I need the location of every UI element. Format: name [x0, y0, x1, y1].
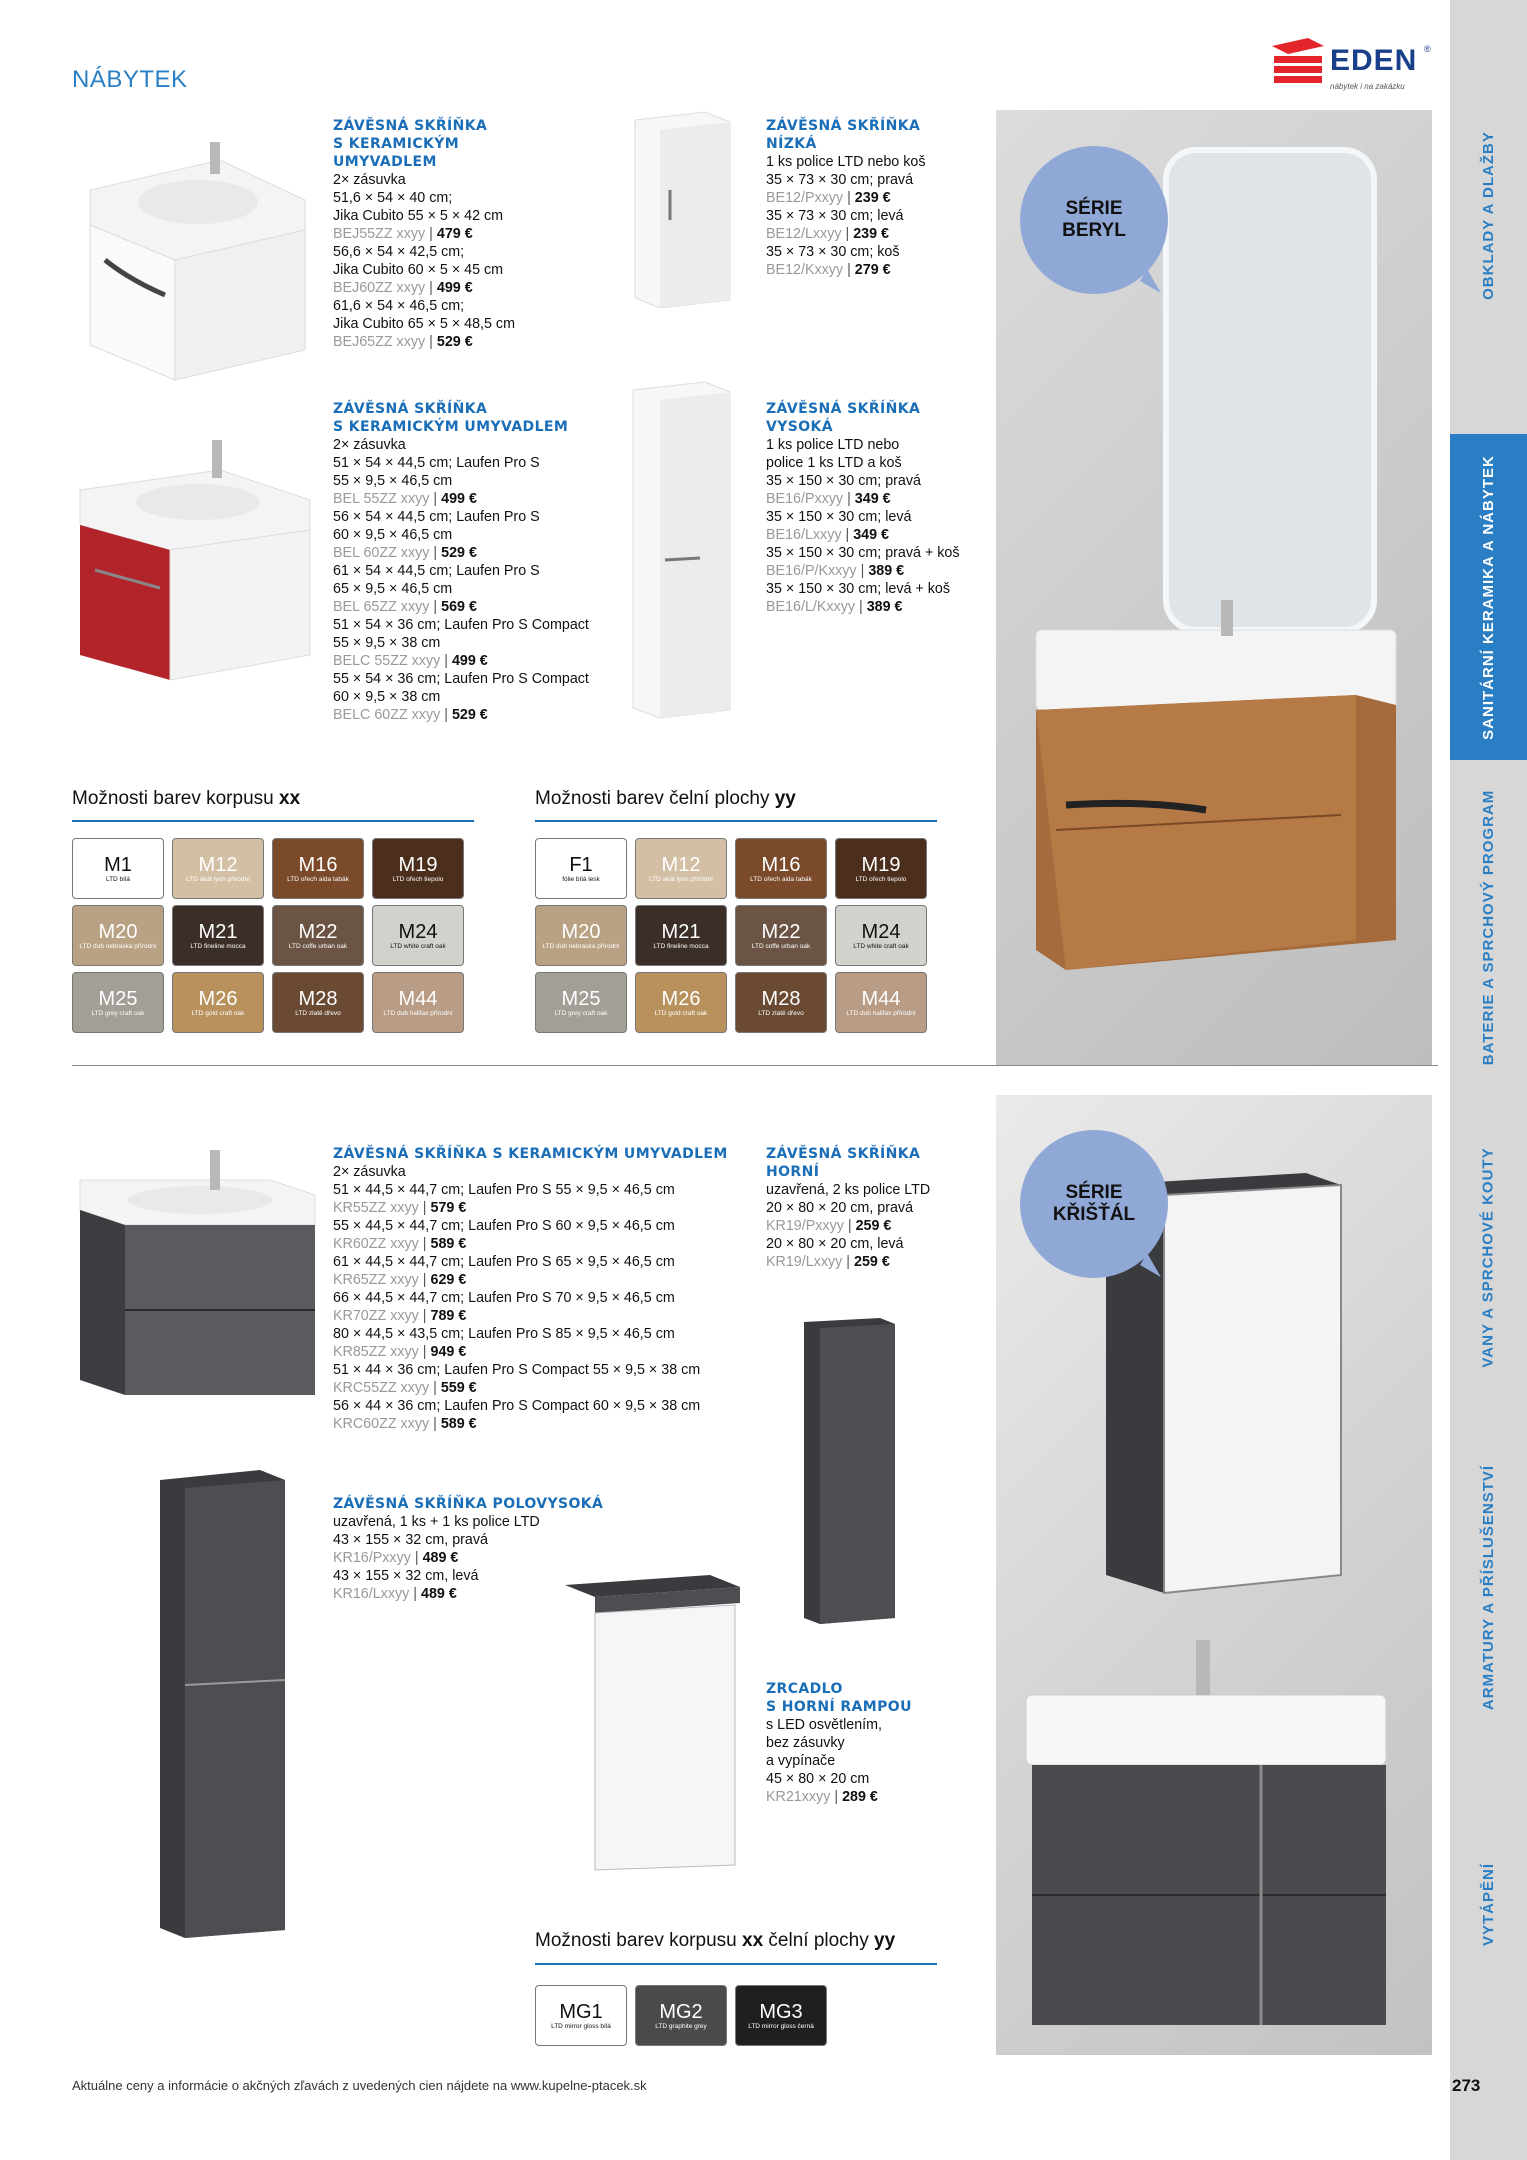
product-price-row: KRC55ZZ xxyy | 559 €	[333, 1380, 477, 1396]
product-price: 789 €	[430, 1308, 467, 1324]
swatch-name: LTD gold craft oak	[191, 1009, 245, 1017]
product-title: ZÁVĚSNÁ SKŘÍŇKA	[333, 118, 488, 134]
series-badge-line: BERYL	[1062, 220, 1126, 241]
product-spec: 35 × 150 × 30 cm; pravá	[766, 473, 921, 489]
product-upper-cabinet	[766, 1145, 930, 1271]
product-spec: Jika Cubito 60 × 5 × 45 cm	[333, 262, 504, 278]
product-price: 629 €	[430, 1272, 467, 1288]
product-price: 589 €	[430, 1236, 467, 1252]
product-spec: 35 × 73 × 30 cm; koš	[766, 244, 900, 260]
swatch-code: M26	[661, 987, 701, 1010]
page-number: 273	[1452, 2076, 1481, 2095]
color-swatch-mg2	[635, 1985, 727, 2046]
swatch-code: M44	[861, 987, 901, 1010]
color-swatch-m21	[635, 905, 727, 966]
eden-logo	[1268, 36, 1431, 96]
product-spec: 20 × 80 × 20 cm, pravá	[766, 1200, 914, 1216]
product-vanity-laufen	[333, 400, 589, 724]
product-vanity-jika	[333, 117, 515, 351]
color-swatch-f1	[535, 838, 627, 899]
product-price: 489 €	[422, 1550, 459, 1566]
footer-note: Aktuálne ceny a informácie o akčných zľavách z uvedených cien nájdete na www.kupelne-ptacek.sk	[72, 2078, 647, 2093]
product-code: KRC60ZZ xxyy	[333, 1416, 430, 1432]
swatch-code: M16	[761, 853, 801, 876]
product-price-row: BE16/Pxxyy | 349 €	[766, 491, 891, 507]
tab-obklady[interactable]: OBKLADY A DLAŽBY	[1480, 130, 1497, 300]
color-swatch-m19	[835, 838, 927, 899]
product-spec: 66 × 44,5 × 44,7 cm; Laufen Pro S 70 × 9,5 × 46,5 cm	[333, 1290, 675, 1306]
product-price-row: KR21xxyy | 289 €	[766, 1789, 878, 1805]
product-price-row: BE16/L/Kxxyy | 389 €	[766, 599, 903, 615]
product-spec: 61,6 × 54 × 46,5 cm;	[333, 298, 465, 314]
swatch-code: M25	[561, 987, 601, 1010]
product-code: KR16/Lxxyy	[333, 1586, 410, 1602]
product-tall-cabinet	[766, 400, 960, 616]
product-spec: 65 × 9,5 × 46,5 cm	[333, 581, 453, 597]
swatch-code: M22	[298, 920, 338, 943]
product-price-row: BE16/P/Kxxyy | 389 €	[766, 563, 905, 579]
product-code: BELC 55ZZ xxyy	[333, 653, 441, 669]
product-title: HORNÍ	[766, 1164, 820, 1180]
color-swatch-m26	[172, 972, 264, 1033]
product-price: 579 €	[430, 1200, 467, 1216]
product-spec: 80 × 44,5 × 43,5 cm; Laufen Pro S 85 × 9,5 × 46,5 cm	[333, 1326, 675, 1342]
product-spec: police 1 ks LTD a koš	[766, 455, 902, 471]
color-swatch-mg1	[535, 1985, 627, 2046]
product-code: BEJ55ZZ xxyy	[333, 226, 426, 242]
swatch-name: LTD fineline mocca	[653, 942, 709, 950]
product-price-row: BE12/Pxxyy | 239 €	[766, 190, 891, 206]
swatch-name: LTD ořech aida tabák	[287, 875, 349, 883]
series-badge-line: SÉRIE	[1065, 1182, 1123, 1203]
product-spec: 56 × 44 × 36 cm; Laufen Pro S Compact 60 × 9,5 × 38 cm	[333, 1398, 701, 1414]
product-code: KR19/Pxxyy	[766, 1218, 844, 1234]
swatch-name: fólie bílá lesk	[562, 875, 600, 883]
product-price-row: BEL 60ZZ xxyy | 529 €	[333, 545, 477, 561]
swatch-code: M28	[761, 987, 801, 1010]
swatch-code: M24	[398, 920, 438, 943]
color-swatch-m26	[635, 972, 727, 1033]
product-price: 499 €	[451, 653, 488, 669]
product-code: KR19/Lxxyy	[766, 1254, 843, 1270]
product-price: 239 €	[854, 190, 891, 206]
product-price-row: KR16/Lxxyy | 489 €	[333, 1586, 457, 1602]
product-code: BE12/Lxxyy	[766, 226, 842, 242]
product-price: 349 €	[853, 527, 889, 543]
swatch-code: F1	[569, 853, 593, 876]
color-swatch-m28	[735, 972, 827, 1033]
product-mirror	[766, 1680, 912, 1806]
product-spec: 56 × 54 × 44,5 cm; Laufen Pro S	[333, 509, 540, 525]
product-spec: Jika Cubito 55 × 5 × 42 cm	[333, 208, 504, 224]
product-spec: 35 × 73 × 30 cm; pravá	[766, 172, 914, 188]
product-price-row: KR55ZZ xxyy | 579 €	[333, 1200, 467, 1216]
color-swatch-m25	[535, 972, 627, 1033]
product-spec: s LED osvětlením,	[766, 1717, 883, 1733]
product-spec: 51 × 44 × 36 cm; Laufen Pro S Compact 55 × 9,5 × 38 cm	[333, 1362, 701, 1378]
product-spec: 51 × 54 × 44,5 cm; Laufen Pro S	[333, 455, 540, 471]
kristal-color-title: Možnosti barev korpusu xx čelní plochy yy	[535, 1930, 896, 1951]
product-image-tall-cabinet	[625, 380, 745, 720]
product-code: BE16/Pxxyy	[766, 491, 844, 507]
color-swatch-m20	[535, 905, 627, 966]
product-price-row: KR70ZZ xxyy | 789 €	[333, 1308, 467, 1324]
product-price: 239 €	[853, 226, 889, 242]
swatch-code: MG2	[659, 2000, 703, 2023]
kristal-title-rule	[535, 1963, 937, 1965]
product-spec: 60 × 9,5 × 38 cm	[333, 689, 441, 705]
product-code: BEL 55ZZ xxyy	[333, 491, 430, 507]
swatch-name: LTD ořech tiepolo	[392, 875, 444, 883]
product-spec: a vypínače	[766, 1753, 836, 1769]
product-code: BE16/P/Kxxyy	[766, 563, 857, 579]
product-price-row: BE16/Lxxyy | 349 €	[766, 527, 889, 543]
swatch-code: M28	[298, 987, 338, 1010]
product-price-row: KR19/Lxxyy | 259 €	[766, 1254, 890, 1270]
product-price: 589 €	[440, 1416, 477, 1432]
swatch-code: M22	[761, 920, 801, 943]
product-price: 529 €	[451, 707, 488, 723]
product-spec: 35 × 150 × 30 cm; levá	[766, 509, 912, 525]
swatch-name: LTD grey craft oak	[554, 1009, 608, 1017]
tab-vany[interactable]: VANY A SPRCHOVÉ KOUTY	[1480, 1146, 1498, 1368]
logo-slogan: nábytek i na zakázku	[1330, 82, 1405, 91]
swatch-code: M1	[104, 853, 132, 876]
swatch-name: LTD dub halifax přírodní	[846, 1009, 916, 1017]
product-image-mirror-ramp	[560, 1575, 760, 1875]
product-price: 279 €	[854, 262, 891, 278]
product-price-row: KR19/Pxxyy | 259 €	[766, 1218, 892, 1234]
product-title: ZRCADLO	[766, 1681, 843, 1697]
product-price-row: KR85ZZ xxyy | 949 €	[333, 1344, 467, 1360]
color-swatch-m16	[735, 838, 827, 899]
swatch-code: M24	[861, 920, 901, 943]
product-price: 259 €	[855, 1218, 892, 1234]
product-code: KR55ZZ xxyy	[333, 1200, 419, 1216]
product-code: BELC 60ZZ xxyy	[333, 707, 441, 723]
product-title: ZÁVĚSNÁ SKŘÍŇKA S KERAMICKÝM UMYVADLEM	[333, 1146, 728, 1162]
product-price-row: KR60ZZ xxyy | 589 €	[333, 1236, 467, 1252]
product-price: 389 €	[866, 599, 903, 615]
product-price-row: BEL 55ZZ xxyy | 499 €	[333, 491, 477, 507]
swatch-name: LTD dub nebraska přírodní	[542, 942, 620, 950]
series-badge-beryl	[1020, 146, 1168, 294]
product-code: KR21xxyy	[766, 1789, 831, 1805]
product-price-row: KRC60ZZ xxyy | 589 €	[333, 1416, 477, 1432]
logo-wordmark: EDEN	[1330, 44, 1418, 77]
celni-title-rule	[535, 820, 937, 822]
product-spec: 35 × 73 × 30 cm; levá	[766, 208, 904, 224]
product-title: S HORNÍ RAMPOU	[766, 1699, 912, 1715]
product-image-upper-cabinet	[800, 1318, 900, 1628]
eden-logo-icon	[1268, 36, 1328, 88]
product-spec: 1 ks police LTD nebo koš	[766, 154, 926, 170]
product-code: KR60ZZ xxyy	[333, 1236, 419, 1252]
swatch-name: LTD graphite grey	[655, 2022, 707, 2030]
swatch-name: LTD ořech aida tabák	[750, 875, 812, 883]
color-swatch-m19	[372, 838, 464, 899]
swatch-name: LTD white craft oak	[390, 942, 446, 950]
product-spec: 51 × 54 × 36 cm; Laufen Pro S Compact	[333, 617, 589, 633]
swatch-name: LTD fineline mocca	[190, 942, 246, 950]
color-swatch-m22	[735, 905, 827, 966]
product-code: BEL 65ZZ xxyy	[333, 599, 430, 615]
swatch-name: LTD gold craft oak	[654, 1009, 708, 1017]
swatch-name: LTD coffe urban oak	[288, 942, 348, 950]
product-title: ZÁVĚSNÁ SKŘÍŇKA	[766, 401, 921, 417]
product-price: 479 €	[436, 226, 473, 242]
product-price-row: BE12/Kxxyy | 279 €	[766, 262, 891, 278]
product-price: 569 €	[441, 599, 477, 615]
product-code: BEJ60ZZ xxyy	[333, 280, 426, 296]
product-spec: 1 ks police LTD nebo	[766, 437, 900, 453]
color-swatch-m44	[835, 972, 927, 1033]
swatch-name: LTD bílá	[105, 875, 131, 883]
color-swatch-m12	[635, 838, 727, 899]
celni-color-title: Možnosti barev čelní plochy yy	[535, 788, 796, 809]
product-code: BEJ65ZZ xxyy	[333, 334, 426, 350]
product-vanity-kristal	[333, 1145, 728, 1433]
korpus-color-title: Možnosti barev korpusu xx	[72, 788, 301, 809]
product-price: 559 €	[440, 1380, 477, 1396]
color-swatch-m44	[372, 972, 464, 1033]
product-spec: 2× zásuvka	[333, 437, 406, 453]
product-price-row: BEJ60ZZ xxyy | 499 €	[333, 280, 473, 296]
color-swatch-m16	[272, 838, 364, 899]
series-badge-line: KŘIŠŤÁL	[1052, 1204, 1136, 1225]
product-image-vanity-white	[70, 130, 320, 390]
tab-baterie[interactable]: BATERIE A SPRCHOVÝ PROGRAM	[1480, 789, 1497, 1065]
product-spec: 43 × 155 × 32 cm, pravá	[333, 1532, 488, 1548]
color-swatch-m20	[72, 905, 164, 966]
swatch-name: LTD mirror gloss bílá	[551, 2022, 611, 2030]
product-spec: 2× zásuvka	[333, 172, 406, 188]
tab-vytapeni[interactable]: VYTÁPĚNÍ	[1480, 1862, 1498, 1946]
product-code: BE12/Kxxyy	[766, 262, 844, 278]
product-price-row: BEJ65ZZ xxyy | 529 €	[333, 334, 473, 350]
swatch-name: LTD akát lyon přírodní	[186, 875, 250, 883]
product-price: 349 €	[854, 491, 891, 507]
product-spec: uzavřená, 2 ks police LTD	[766, 1182, 931, 1198]
page-title: NÁBYTEK	[72, 66, 188, 93]
swatch-name: LTD akát lyon přírodní	[649, 875, 713, 883]
product-image-vanity-red	[70, 440, 320, 690]
product-spec: 55 × 54 × 36 cm; Laufen Pro S Compact	[333, 671, 589, 687]
product-spec: 55 × 44,5 × 44,7 cm; Laufen Pro S 60 × 9,5 × 46,5 cm	[333, 1218, 675, 1234]
product-spec: 35 × 150 × 30 cm; pravá + koš	[766, 545, 960, 561]
product-spec: 55 × 9,5 × 38 cm	[333, 635, 441, 651]
product-spec: 61 × 44,5 × 44,7 cm; Laufen Pro S 65 × 9,5 × 46,5 cm	[333, 1254, 675, 1270]
series-badge-kristal	[1020, 1130, 1168, 1278]
product-image-vanity-grey	[70, 1140, 320, 1400]
product-spec: 20 × 80 × 20 cm, levá	[766, 1236, 904, 1252]
product-code: KRC55ZZ xxyy	[333, 1380, 430, 1396]
product-title: ZÁVĚSNÁ SKŘÍŇKA POLOVYSOKÁ	[333, 1496, 604, 1512]
color-swatch-m28	[272, 972, 364, 1033]
product-price-row: BEL 65ZZ xxyy | 569 €	[333, 599, 477, 615]
color-swatch-m12	[172, 838, 264, 899]
product-price: 529 €	[436, 334, 473, 350]
color-swatch-mg3	[735, 1985, 827, 2046]
swatch-code: M44	[398, 987, 438, 1010]
product-spec: 61 × 54 × 44,5 cm; Laufen Pro S	[333, 563, 540, 579]
product-title: UMYVADLEM	[333, 154, 437, 170]
product-spec: bez zásuvky	[766, 1735, 845, 1751]
product-code: KR70ZZ xxyy	[333, 1308, 419, 1324]
product-spec: 56,6 × 54 × 42,5 cm;	[333, 244, 465, 260]
logo-registered: ®	[1424, 44, 1431, 54]
product-spec: 45 × 80 × 20 cm	[766, 1771, 870, 1787]
product-spec: 51 × 44,5 × 44,7 cm; Laufen Pro S 55 × 9,5 × 46,5 cm	[333, 1182, 675, 1198]
swatch-name: LTD zlatě dřevo	[758, 1009, 804, 1017]
korpus-title-rule	[72, 820, 474, 822]
color-swatch-m22	[272, 905, 364, 966]
swatch-name: LTD dub halifax přírodní	[383, 1009, 453, 1017]
series-badge-line: SÉRIE	[1065, 198, 1123, 219]
swatch-name: LTD coffe urban oak	[751, 942, 811, 950]
product-code: KR16/Pxxyy	[333, 1550, 411, 1566]
product-price: 499 €	[441, 491, 477, 507]
product-price: 389 €	[868, 563, 905, 579]
product-title: NÍZKÁ	[766, 136, 817, 152]
swatch-code: M12	[198, 853, 238, 876]
swatch-code: MG3	[759, 2000, 803, 2023]
swatch-code: M25	[98, 987, 138, 1010]
swatch-code: M12	[661, 853, 701, 876]
tab-sanitarni-keramika[interactable]: SANITÁRNÍ KERAMIKA A NÁBYTEK	[1450, 434, 1527, 760]
product-spec: 43 × 155 × 32 cm, levá	[333, 1568, 479, 1584]
product-price-row: KR65ZZ xxyy | 629 €	[333, 1272, 467, 1288]
product-code: BE12/Pxxyy	[766, 190, 844, 206]
product-spec: 35 × 150 × 30 cm; levá + koš	[766, 581, 950, 597]
swatch-code: M20	[98, 920, 138, 943]
product-price: 949 €	[430, 1344, 467, 1360]
color-swatch-m24	[372, 905, 464, 966]
swatch-code: M21	[661, 920, 701, 943]
swatch-name: LTD zlatě dřevo	[295, 1009, 341, 1017]
product-price-row: BEJ55ZZ xxyy | 479 €	[333, 226, 473, 242]
swatch-code: MG1	[559, 2000, 603, 2023]
product-spec: 60 × 9,5 × 46,5 cm	[333, 527, 453, 543]
product-title: S KERAMICKÝM UMYVADLEM	[333, 419, 569, 435]
section-divider	[72, 1065, 1438, 1066]
product-price: 499 €	[436, 280, 473, 296]
product-title: ZÁVĚSNÁ SKŘÍŇKA	[766, 118, 921, 134]
swatch-code: M20	[561, 920, 601, 943]
color-swatch-m1	[72, 838, 164, 899]
product-spec: uzavřená, 1 ks + 1 ks police LTD	[333, 1514, 540, 1530]
product-price-row: BELC 55ZZ xxyy | 499 €	[333, 653, 488, 669]
product-price: 489 €	[421, 1586, 457, 1602]
product-spec: Jika Cubito 65 × 5 × 48,5 cm	[333, 316, 515, 332]
color-swatch-m24	[835, 905, 927, 966]
swatch-name: LTD mirror gloss černá	[748, 2022, 814, 2030]
product-title: ZÁVĚSNÁ SKŘÍŇKA	[766, 1146, 921, 1162]
product-code: KR65ZZ xxyy	[333, 1272, 419, 1288]
swatch-code: M19	[398, 853, 438, 876]
swatch-code: M19	[861, 853, 901, 876]
product-image-halftall-cabinet	[150, 1470, 290, 1940]
product-spec: 51,6 × 54 × 40 cm;	[333, 190, 453, 206]
product-title: S KERAMICKÝM	[333, 136, 460, 152]
tab-armatury[interactable]: ARMATURY A PŘÍSLUŠENSTVÍ	[1480, 1464, 1498, 1710]
swatch-name: LTD dub nebraska přírodní	[79, 942, 157, 950]
product-code: KR85ZZ xxyy	[333, 1344, 419, 1360]
product-price: 289 €	[842, 1789, 878, 1805]
product-spec: 55 × 9,5 × 46,5 cm	[333, 473, 453, 489]
product-price-row: BELC 60ZZ xxyy | 529 €	[333, 707, 488, 723]
product-code: BEL 60ZZ xxyy	[333, 545, 430, 561]
product-image-low-cabinet	[625, 110, 745, 310]
product-spec: 2× zásuvka	[333, 1164, 406, 1180]
product-low-cabinet	[766, 117, 925, 279]
product-price: 529 €	[441, 545, 477, 561]
product-code: BE16/L/Kxxyy	[766, 599, 855, 615]
product-price-row: KR16/Pxxyy | 489 €	[333, 1550, 459, 1566]
product-title: ZÁVĚSNÁ SKŘÍŇKA	[333, 401, 488, 417]
swatch-name: LTD white craft oak	[853, 942, 909, 950]
chapter-sidebar	[1450, 0, 1527, 2160]
swatch-name: LTD ořech tiepolo	[855, 875, 907, 883]
color-swatch-m21	[172, 905, 264, 966]
color-swatch-m25	[72, 972, 164, 1033]
product-title: VYSOKÁ	[766, 419, 834, 435]
swatch-code: M16	[298, 853, 338, 876]
product-price-row: BE12/Lxxyy | 239 €	[766, 226, 889, 242]
product-price: 259 €	[854, 1254, 890, 1270]
swatch-name: LTD grey craft oak	[91, 1009, 145, 1017]
swatch-code: M21	[198, 920, 238, 943]
product-code: BE16/Lxxyy	[766, 527, 842, 543]
swatch-code: M26	[198, 987, 238, 1010]
